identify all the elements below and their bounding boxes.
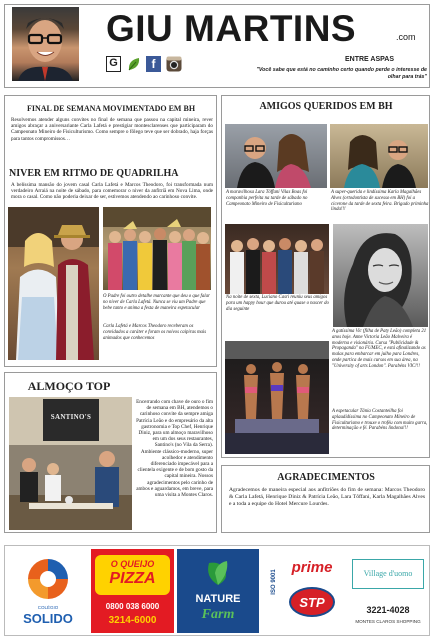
leaf-icon[interactable] bbox=[126, 56, 142, 72]
article2-caption1: O Padre foi outro detalhe marcante que deu o que falar no niver de Carla Lafetá. Nunca se viu um Padre que bebe tanto e anima a festa de maneira espetacular bbox=[103, 294, 210, 311]
photo-lara-toffani bbox=[225, 124, 327, 188]
left-top-box bbox=[4, 95, 217, 367]
google-plus-icon[interactable] bbox=[106, 56, 121, 72]
photo-tania-contest bbox=[225, 341, 329, 454]
iso-label: ISO 9001 bbox=[271, 569, 277, 595]
brand-title bbox=[106, 8, 406, 48]
photo-party-group bbox=[103, 207, 211, 290]
photo-happy-hour bbox=[225, 224, 329, 294]
article4-caption2: A super-querida e lindíssima Karla Magalhães Alves (ortodontista de sucesso em BH) foi a cicerone da tarde de sexta feira. Brigado priminha linda!!! bbox=[331, 190, 429, 213]
solido-logo-icon bbox=[26, 557, 70, 601]
pizza-top: O QUEIJO bbox=[110, 559, 155, 569]
pizza-phone2: 3214-6000 bbox=[108, 615, 157, 626]
header-box bbox=[4, 4, 430, 88]
village-phone: 3221-4028 bbox=[366, 605, 410, 615]
author-photo bbox=[12, 7, 79, 81]
google-plus-label: G bbox=[109, 57, 118, 69]
article3-body: Encerrando com chave de ouro o fim de semana em BH, atendemos o carinhoso convite da sempre amiga Patrícia Leão e do empresário da alta gastronomia e Top Chef, Henrique Diniz, para um almoço maravilhoso em um dos seus restaurantes, Santino's (no Vila da Serra). Ambiente clássico-moderno, super acolhedor e atendimento diferenciado impecável para a clientela exigente e de bom gosto da capital mineira. Nossos agradecimentos pelo carinho de ambos e aguardamos, em breve, para uma visita a Montes Claros. bbox=[136, 399, 213, 499]
photo-vic bbox=[333, 224, 428, 327]
brand-name: GIU MARTINS bbox=[106, 8, 357, 49]
photo-santinos-lunch bbox=[9, 397, 132, 530]
article3-title: ALMOÇO TOP bbox=[27, 379, 111, 393]
article2-title: NIVER EM RITMO DE QUADRILHA bbox=[9, 168, 179, 179]
nature-leaf-icon bbox=[203, 557, 233, 587]
thanks-title: AGRADECIMENTOS bbox=[277, 472, 375, 483]
village-sub: MONTES CLAROS SHOPPING bbox=[355, 619, 421, 624]
instagram-icon[interactable] bbox=[166, 56, 182, 72]
social-icons bbox=[106, 56, 196, 74]
facebook-label: f bbox=[151, 57, 156, 71]
nature-line2: Farm bbox=[201, 607, 235, 622]
pizza-phone1: 0800 038 6000 bbox=[105, 602, 160, 611]
pizza-name: PIZZA bbox=[109, 570, 156, 587]
solido-top: COLÉGIO bbox=[37, 605, 59, 610]
facebook-icon[interactable] bbox=[146, 56, 161, 72]
article4-caption4: A gatíssima Vic (filha de Paty Leão) completa 21 anos hoje. Anne Victoria Leão Malveira é moderna e visionária. Cursa "Publicidade & Propaganda" na FUMEC, e está afinalizando as malas para embarcar em julho para Londres, onde partica de mais cursos em sua área, na "University of arts London". Parabéns VIC!!! bbox=[332, 329, 427, 369]
ads-box bbox=[4, 545, 430, 636]
ad-colegio-solido[interactable] bbox=[8, 549, 88, 633]
ad-nature-farm[interactable] bbox=[177, 549, 259, 633]
article1-body: Resolvemos atender alguns convites no final de semana que passou na capital mineira, rever amigos abraçar a aniversariante Carla Lafetá e prestigiar montesclarenses que participaram do Campeonato Mineiro de Fisiculturismo. Como sempre o fôlego teve que ser dobrado, haja forças para tantos compromissos… bbox=[11, 117, 213, 142]
article4-caption1: A maravilhosa Lara Tôffani Vilas Boas foi companhia perfeita na tarde de sábado no Campeonato Mineiro de Fisiculturismo bbox=[226, 190, 308, 207]
santinos-sign: SANTINO'S bbox=[50, 413, 92, 421]
lunch-box bbox=[4, 372, 217, 533]
ad-prime-stp[interactable] bbox=[262, 549, 345, 633]
brand-domain: .com bbox=[396, 32, 416, 42]
village-name: Village d'uomo bbox=[363, 569, 413, 578]
stp-label: STP bbox=[299, 595, 325, 610]
article2-body: A belíssima mansão do jovem casal Carla Lafetá e Marcos Theodoro, foi transformada num verdadeiro Arraiá na noite de sábado, para comemorar o niver da anfitriã em Nova Lima, onde mora o casal. Como não poderia deixar de ser, estivemos atendendo ao carinhoso convite. bbox=[11, 182, 213, 201]
nature-line1: NATURE bbox=[195, 593, 241, 605]
article4-caption5: A espetacular Tânia Costanteilha foi aplaudidíssima no Campeonato Mineiro de Fisiculturismo e trouxe o troféu com muito garra, determinação e fé. Parabéns lindona!!! bbox=[332, 409, 428, 432]
prime-logo: prime bbox=[291, 559, 333, 576]
ad-village-duomo[interactable] bbox=[348, 549, 428, 633]
ad-queijo-pizza[interactable] bbox=[91, 549, 174, 633]
article4-caption3: Na noite de sexta, Luciano Casri reuniu seus amigos para um happy hour que durou até quase o nascer do dia seguinte bbox=[226, 295, 329, 312]
solido-name: SOLIDO bbox=[23, 611, 73, 626]
photo-hosts-couple bbox=[8, 207, 99, 360]
photo-karla-magalhaes bbox=[330, 124, 428, 188]
article2-caption2: Carla Lafetá e Marcos Theodoro receberam os convidados a caráter e foram os noivos caipiras mais animados que conhecemos bbox=[103, 324, 207, 341]
section-label: ENTRE ASPAS bbox=[345, 56, 395, 63]
thanks-box bbox=[221, 465, 430, 533]
tagline: "Você sabe que está no caminho certo quando perde o interesse de olhar para trás" bbox=[256, 67, 427, 80]
thanks-body: Agradecemos de maneira especial aos anfitriões do fim de semana: Marcos Theodoro & Carla Lafetá, Henrique Diniz & Patrícia Leão, Lara Tôffani, Karla Magalhães Alves e a toda a equipe do Hotel Mercure Lourdes. bbox=[229, 487, 425, 507]
article1-title: FINAL DE SEMANA MOVIMENTADO EM BH bbox=[26, 104, 196, 113]
stp-logo bbox=[289, 587, 335, 617]
right-top-box bbox=[221, 95, 430, 458]
article4-title: AMIGOS QUERIDOS EM BH bbox=[259, 101, 393, 112]
